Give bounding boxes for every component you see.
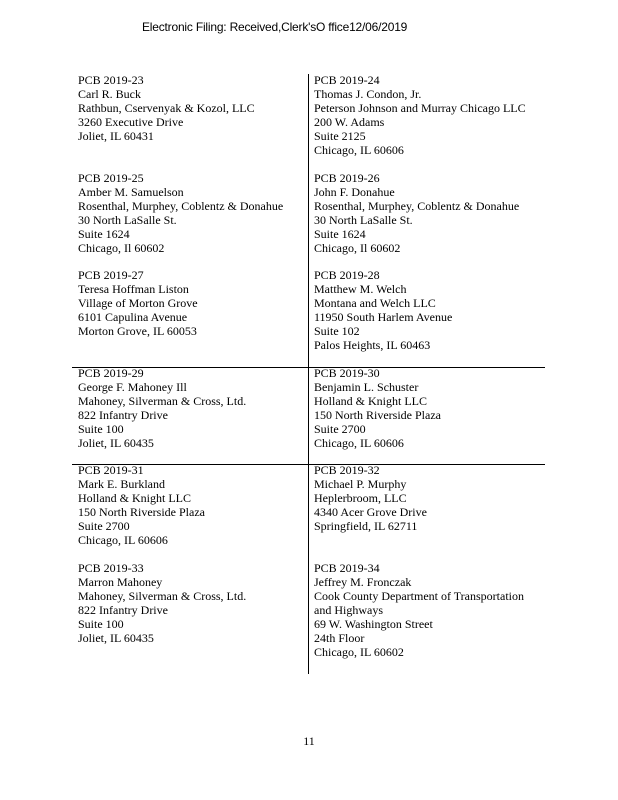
entry-line: Joliet, IL 60435 [78,436,154,450]
service-entry [314,561,524,659]
entry-line: Palos Heights, IL 60463 [314,338,431,352]
entry-line: Joliet, IL 60431 [78,129,154,143]
entry-line: Thomas J. Condon, Jr. [314,87,422,101]
service-entry [314,268,452,352]
entry-line: Suite 100 [78,422,124,436]
case-number: PCB 2019-25 [78,171,144,185]
entry-line: Rosenthal, Murphey, Coblentz & Donahue [314,199,520,213]
entry-line: Heplerbroom, LLC [314,491,407,505]
case-number: PCB 2019-23 [78,73,144,87]
entry-line: John F. Donahue [314,185,395,199]
case-number: PCB 2019-28 [314,268,380,282]
service-entry [78,268,198,338]
case-number: PCB 2019-34 [314,561,380,575]
entry-line: Joliet, IL 60435 [78,631,154,645]
service-entry [314,366,441,450]
entry-line: Chicago, IL 60606 [78,533,168,547]
entry-line: Suite 2125 [314,129,366,143]
case-number: PCB 2019-32 [314,463,380,477]
entry-line: George F. Mahoney Ill [78,380,187,394]
entry-line: Chicago, IL 60606 [314,143,404,157]
service-entry [78,561,246,645]
entry-line: Suite 1624 [314,227,366,241]
entry-line: 150 North Riverside Plaza [78,505,205,519]
service-entry [314,463,427,533]
entry-line: Mark E. Burkland [78,477,165,491]
entry-line: 3260 Executive Drive [78,115,184,129]
electronic-filing-header: Electronic Filing: Received,Clerk'sO ffice12/06/2019 [142,20,408,34]
entry-line: Suite 102 [314,324,360,338]
entry-line: Matthew M. Welch [314,282,407,296]
entry-line: 30 North LaSalle St. [314,213,413,227]
entry-line: Peterson Johnson and Murray Chicago LLC [314,101,526,115]
entry-line: 822 Infantry Drive [78,408,168,422]
entry-line: Carl R. Buck [78,87,141,101]
entry-line: Chicago, Il 60602 [78,241,165,255]
service-entry [78,366,246,450]
entry-line: Michael P. Murphy [314,477,407,491]
case-number: PCB 2019-26 [314,171,380,185]
entry-line: Jeffrey M. Fronczak [314,575,412,589]
entry-line: Suite 2700 [78,519,130,533]
service-entry [314,171,519,255]
entry-line: Chicago, IL 60602 [314,645,404,659]
entry-line: Holland & Knight LLC [314,394,427,408]
service-entry [78,73,255,143]
entry-line: 69 W. Washington Street [314,617,433,631]
entry-line: Teresa Hoffman Liston [78,282,189,296]
entry-line: Amber M. Samuelson [78,185,184,199]
entry-line: 150 North Riverside Plaza [314,408,441,422]
entry-line: Suite 100 [78,617,124,631]
entry-line: and Highways [314,603,383,617]
case-number: PCB 2019-30 [314,366,380,380]
entry-line: Suite 2700 [314,422,366,436]
column-divider [308,74,309,674]
case-number: PCB 2019-31 [78,463,144,477]
entry-line: 4340 Acer Grove Drive [314,505,427,519]
entry-line: Village of Morton Grove [78,296,198,310]
entry-line: Mahoney, Silverman & Cross, Ltd. [78,589,247,603]
entry-line: Marron Mahoney [78,575,163,589]
entry-line: Cook County Department of Transportation [314,589,524,603]
case-number: PCB 2019-24 [314,73,380,87]
entry-line: Chicago, Il 60602 [314,241,401,255]
case-number: PCB 2019-29 [78,366,144,380]
service-entry [78,171,283,255]
entry-line: Morton Grove, IL 60053 [78,324,197,338]
service-entry [78,463,205,547]
entry-line: 822 Infantry Drive [78,603,168,617]
entry-line: Rosenthal, Murphey, Coblentz & Donahue [78,199,284,213]
entry-line: Holland & Knight LLC [78,491,191,505]
page-number: 11 [303,734,315,748]
entry-line: Suite 1624 [78,227,130,241]
entry-line: 6101 Capulina Avenue [78,310,188,324]
entry-line: Springfield, IL 62711 [314,519,418,533]
entry-line: Montana and Welch LLC [314,296,436,310]
service-entry [314,73,526,157]
entry-line: Mahoney, Silverman & Cross, Ltd. [78,394,247,408]
entry-line: 24th Floor [314,631,365,645]
entry-line: 11950 South Harlem Avenue [314,310,453,324]
entry-line: 200 W. Adams [314,115,385,129]
entry-line: Chicago, IL 60606 [314,436,404,450]
entry-line: Rathbun, Cservenyak & Kozol, LLC [78,101,255,115]
case-number: PCB 2019-33 [78,561,144,575]
case-number: PCB 2019-27 [78,268,144,282]
entry-line: Benjamin L. Schuster [314,380,419,394]
entry-line: 30 North LaSalle St. [78,213,177,227]
